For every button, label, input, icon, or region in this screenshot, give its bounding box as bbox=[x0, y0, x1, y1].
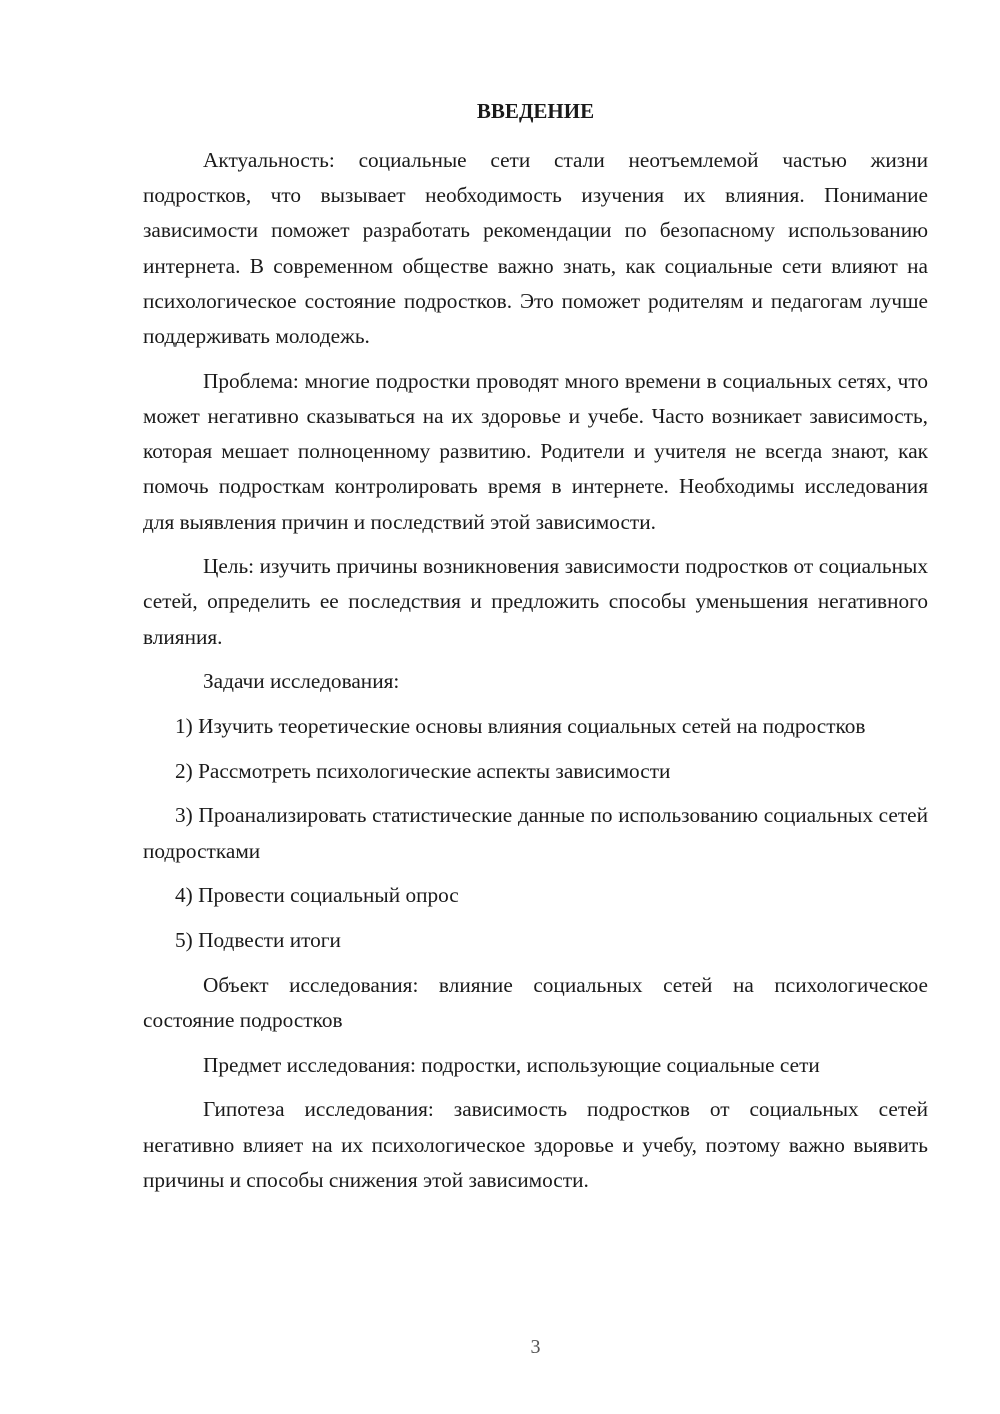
paragraph-problem: Проблема: многие подростки проводят много времени в социальных сетях, что может негативно сказываться на их здоровье и учебе. Часто возникает зависимость, которая мешает полноценному развитию. Родители и учителя не всегда знают, как помочь подросткам контролировать время в интернете. Необходимы исследования для выявления причин и последствий этой зависимости. bbox=[143, 368, 928, 534]
paragraph-object: Объект исследования: влияние социальных сетей на психологическое состояние подростков bbox=[143, 972, 928, 1032]
document-body bbox=[143, 143, 928, 1207]
page-number: 3 bbox=[530, 1336, 541, 1358]
paragraph-subject: Предмет исследования: подростки, использующие социальные сети bbox=[203, 1052, 820, 1077]
task-item-5: 5) Подвести итоги bbox=[175, 928, 341, 953]
paragraph-relevance: Актуальность: социальные сети стали неотъемлемой частью жизни подростков, что вызывает необходимость изучения их влияния. Понимание зависимости поможет разработать рекомендации по безопасному использованию интернета. В современном обществе важно знать, как социальные сети влияют на психологическое состояние подростков. Это поможет родителям и педагогам лучше поддерживать молодежь. bbox=[143, 148, 928, 349]
section-title: ВВЕДЕНИЕ bbox=[476, 99, 595, 123]
task-item-2: 2) Рассмотреть психологические аспекты зависимости bbox=[175, 758, 671, 783]
task-item-3: 3) Проанализировать статистические данные по использованию социальных сетей подростками bbox=[143, 803, 928, 863]
paragraph-goal: Цель: изучить причины возникновения зависимости подростков от социальных сетей, определить ее последствия и предложить способы уменьшения негативного влияния. bbox=[143, 554, 928, 649]
paragraph-tasks-heading: Задачи исследования: bbox=[203, 669, 400, 694]
task-item-4: 4) Провести социальный опрос bbox=[175, 883, 459, 908]
document-page bbox=[143, 0, 928, 1414]
task-item-1: 1) Изучить теоретические основы влияния социальных сетей на подростков bbox=[175, 714, 866, 739]
paragraph-hypothesis: Гипотеза исследования: зависимость подростков от социальных сетей негативно влияет на их психологическое здоровье и учебу, поэтому важно выявить причины и способы снижения этой зависимости. bbox=[143, 1097, 928, 1192]
